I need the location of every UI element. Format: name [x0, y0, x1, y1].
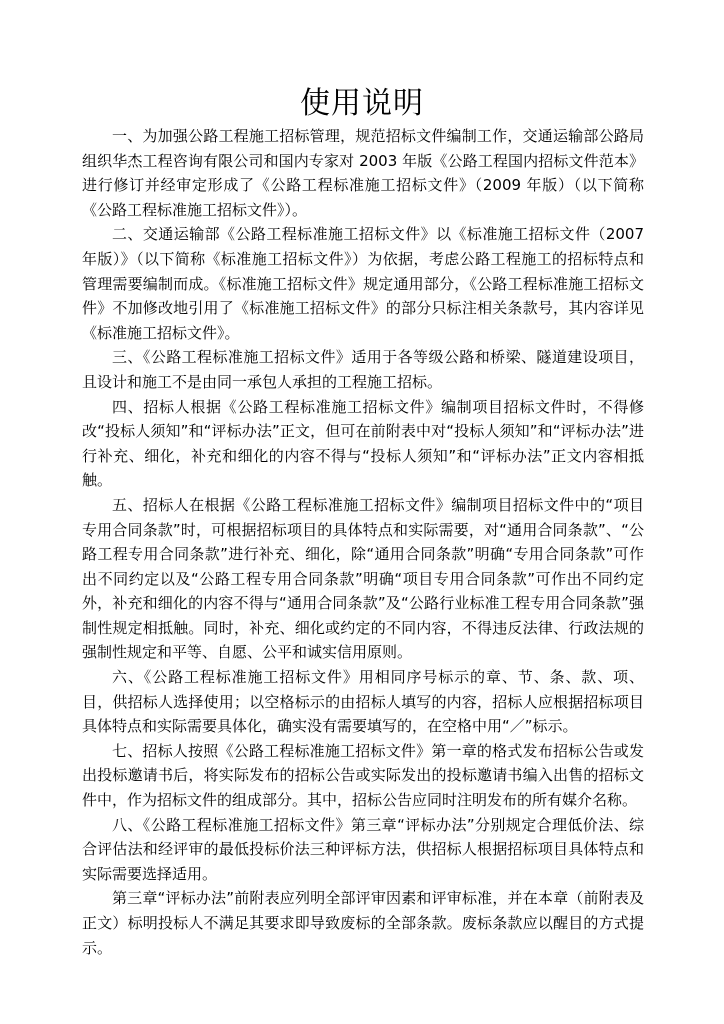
paragraph-1: 一、为加强公路工程施工招标管理，规范招标文件编制工作，交通运输部公路局组织华杰工程咨询有限公司和国内专家对 2003 年版《公路工程国内招标文件范本》进行修订并经审定形成了《公路工程标准施工招标文件》（2009 年版）（以下简称《公路工程标准施工招标文件》）。: [82, 127, 644, 219]
paragraph-3: 三、《公路工程标准施工招标文件》适用于各等级公路和桥梁、隧道建设项目，且设计和施工不是由同一承包人承担的工程施工招标。: [82, 348, 644, 391]
paragraph-2: 二、交通运输部《公路工程标准施工招标文件》以《标准施工招标文件（2007 年版）》（以下简称《标准施工招标文件》）为依据，考虑公路工程施工的招标特点和管理需要编制而成。《标准施工招标文件》规定通用部分，《公路工程标准施工招标文件》不加修改地引用了《标准施工招标文件》的部分只标注相关条款号，其内容详见《标准施工招标文件》。: [82, 225, 644, 342]
paragraph-4: 四、招标人根据《公路工程标准施工招标文件》编制项目招标文件时，不得修改“投标人须知”和“评标办法”正文，但可在前附表中对“投标人须知”和“评标办法”进行补充、细化，补充和细化的内容不得与“投标人须知”和“评标办法”正文内容相抵触。: [82, 397, 644, 490]
paragraph-6: 六、《公路工程标准施工招标文件》用相同序号标示的章、节、条、款、项、目，供招标人选择使用；以空格标示的由招标人填写的内容，招标人应根据招标项目具体特点和实际需要具体化，确实没有需要填写的，在空格中用“／”标示。: [82, 668, 644, 736]
paragraph-8: 八、《公路工程标准施工招标文件》第三章“评标办法”分别规定合理低价法、综合评估法和经评审的最低投标价法三种评标方法，供招标人根据招标项目具体特点和实际需要选择适用。: [82, 815, 644, 883]
paragraph-9: 第三章“评标办法”前附表应列明全部评审因素和评审标准，并在本章（前附表及正文）标明投标人不满足其要求即导致废标的全部条款。废标条款应以醒目的方式提示。: [82, 889, 644, 957]
document-body: [82, 124, 644, 960]
document-title: 使用说明: [300, 86, 424, 121]
paragraph-7: 七、招标人按照《公路工程标准施工招标文件》第一章的格式发布招标公告或发出投标邀请书后，将实际发布的招标公告或实际发出的投标邀请书编入出售的招标文件中，作为招标文件的组成部分。其中，招标公告应同时注明发布的所有媒介名称。: [82, 741, 644, 810]
paragraph-5: 五、招标人在根据《公路工程标准施工招标文件》编制项目招标文件中的“项目专用合同条款”时，可根据招标项目的具体特点和实际需要，对“通用合同条款”、“公路工程专用合同条款”进行补充、细化，除“通用合同条款”明确“专用合同条款”可作出不同约定以及“公路工程专用合同条款”明确“项目专用合同条款”可作出不同约定外，补充和细化的内容不得与“通用合同条款”及“公路行业标准工程专用合同条款”强制性规定相抵触。同时，补充、细化或约定的不同内容，不得违反法律、行政法规的强制性规定和平等、自愿、公平和诚实信用原则。: [82, 495, 644, 662]
